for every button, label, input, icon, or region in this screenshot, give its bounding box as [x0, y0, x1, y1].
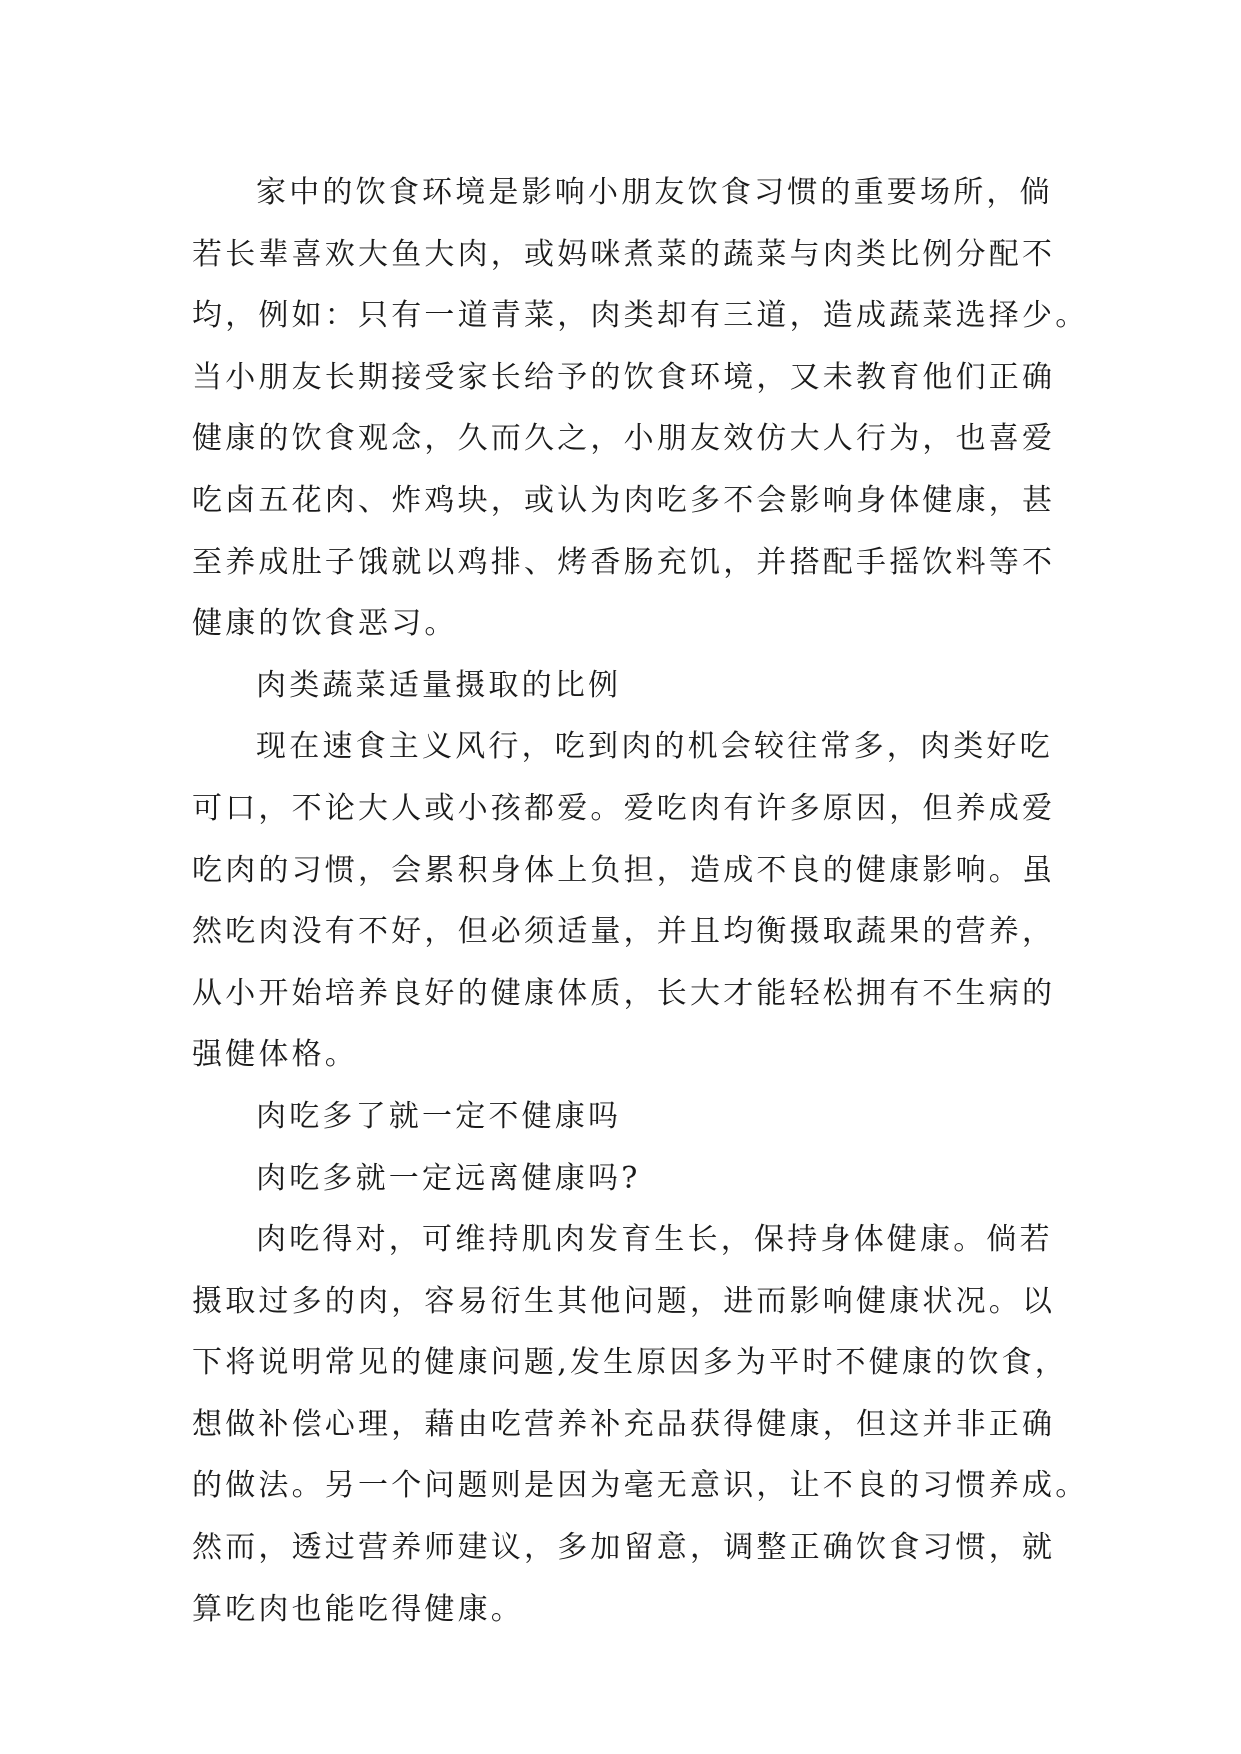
- section-heading: 肉类蔬菜适量摄取的比例: [256, 667, 622, 703]
- paragraph-line: 肉吃得对，可维持肌肉发育生长，保持身体健康。倘若: [256, 1222, 1053, 1258]
- paragraph-line: 均，例如：只有一道青菜，肉类却有三道，造成蔬菜选择少。: [192, 298, 1089, 334]
- paragraph-line: 可口，不论大人或小孩都爱。爱吃肉有许多原因，但养成爱: [192, 790, 1056, 826]
- paragraph-line: 吃卤五花肉、炸鸡块，或认为肉吃多不会影响身体健康，甚: [192, 482, 1056, 518]
- paragraph-line: 至养成肚子饿就以鸡排、烤香肠充饥，并搭配手摇饮料等不: [192, 544, 1056, 580]
- paragraph-line: 强健体格。: [192, 1037, 358, 1073]
- paragraph-line: 的做法。另一个问题则是因为毫无意识，让不良的习惯养成。: [192, 1468, 1089, 1504]
- paragraph-line: 摄取过多的肉，容易衍生其他问题，进而影响健康状况。以: [192, 1283, 1056, 1319]
- section-heading: 肉吃多就一定远离健康吗?: [256, 1160, 641, 1196]
- paragraph-line: 若长辈喜欢大鱼大肉，或妈咪煮菜的蔬菜与肉类比例分配不: [192, 236, 1056, 272]
- body-text: [192, 162, 1092, 1640]
- paragraph-line: 吃肉的习惯，会累积身体上负担，造成不良的健康影响。虽: [192, 852, 1056, 888]
- paragraph-line: 家中的饮食环境是影响小朋友饮食习惯的重要场所，倘: [256, 175, 1053, 210]
- paragraph-line: 下将说明常见的健康问题,发生原因多为平时不健康的饮食，: [192, 1345, 1068, 1381]
- paragraph-line: 算吃肉也能吃得健康。: [192, 1591, 524, 1627]
- paragraph-line: 健康的饮食观念，久而久之，小朋友效仿大人行为，也喜爱: [192, 421, 1056, 457]
- paragraph-line: 现在速食主义风行，吃到肉的机会较往常多，肉类好吃: [256, 729, 1053, 765]
- paragraph-line: 健康的饮食恶习。: [192, 606, 458, 642]
- paragraph-line: 然吃肉没有不好，但必须适量，并且均衡摄取蔬果的营养，: [192, 914, 1056, 950]
- paragraph-line: 从小开始培养良好的健康体质，长大才能轻松拥有不生病的: [192, 975, 1056, 1011]
- paragraph-line: 想做补偿心理，藉由吃营养补充品获得健康，但这并非正确: [192, 1406, 1056, 1442]
- paragraph-line: 然而，透过营养师建议，多加留意，调整正确饮食习惯，就: [192, 1530, 1056, 1566]
- paragraph-line: 当小朋友长期接受家长给予的饮食环境，又未教育他们正确: [192, 359, 1056, 395]
- section-heading: 肉吃多了就一定不健康吗: [256, 1098, 622, 1134]
